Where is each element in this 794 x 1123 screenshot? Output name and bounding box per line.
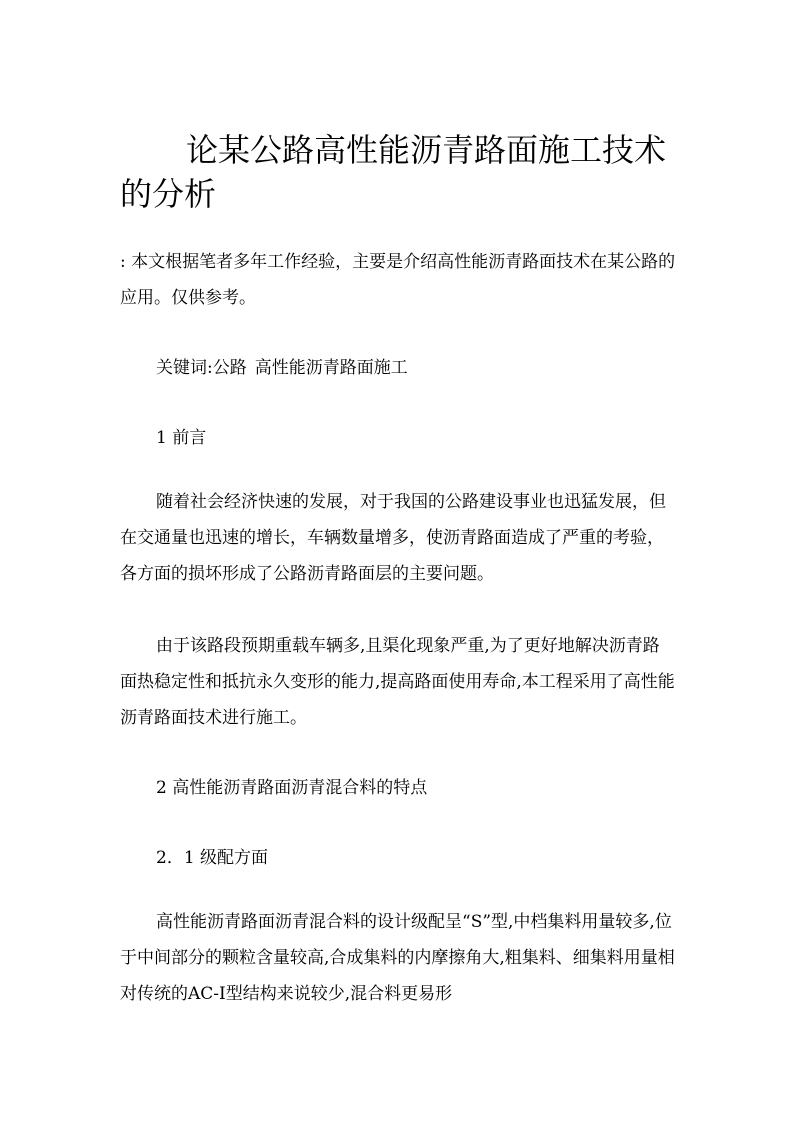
document-title: 论某公路高性能沥青路面施工技术的分析 (120, 131, 667, 213)
subsection-heading: 2．1 级配方面 (156, 848, 269, 868)
keywords-label: 关键词: (156, 358, 213, 378)
keyword-item: 高性能沥青路面施工 (254, 358, 408, 378)
section-heading: 1 前言 (156, 428, 207, 448)
body-paragraph: 随着社会经济快速的发展，对于我国的公路建设事业也迅猛发展，但在交通量也迅速的增长，车辆数量增多，使沥青路面造成了严重的考验，各方面的损坏形成了公路沥青路面层的主要问题。 (120, 492, 666, 584)
keyword-item: 公路 (212, 358, 247, 378)
abstract-paragraph: : 本文根据笔者多年工作经验，主要是介绍高性能沥青路面技术在某公路的应用。仅供参考。 (120, 252, 676, 308)
body-paragraph: 高性能沥青路面沥青混合料的设计级配呈“S”型,中档集料用量较多,位于中间部分的颗粒含量较高,合成集料的内摩擦角大,粗集料、细集料用量相对传统的AC-I型结构来说较少,混合料更易形 (120, 912, 675, 1004)
keywords-line (120, 350, 676, 386)
body-paragraph: 由于该路段预期重载车辆多,且渠化现象严重,为了更好地解决沥青路面热稳定性和抵抗永久变形的能力,提高路面使用寿命,本工程采用了高性能沥青路面技术进行施工。 (120, 636, 675, 728)
section-heading: 2 高性能沥青路面沥青混合料的特点 (156, 778, 428, 798)
